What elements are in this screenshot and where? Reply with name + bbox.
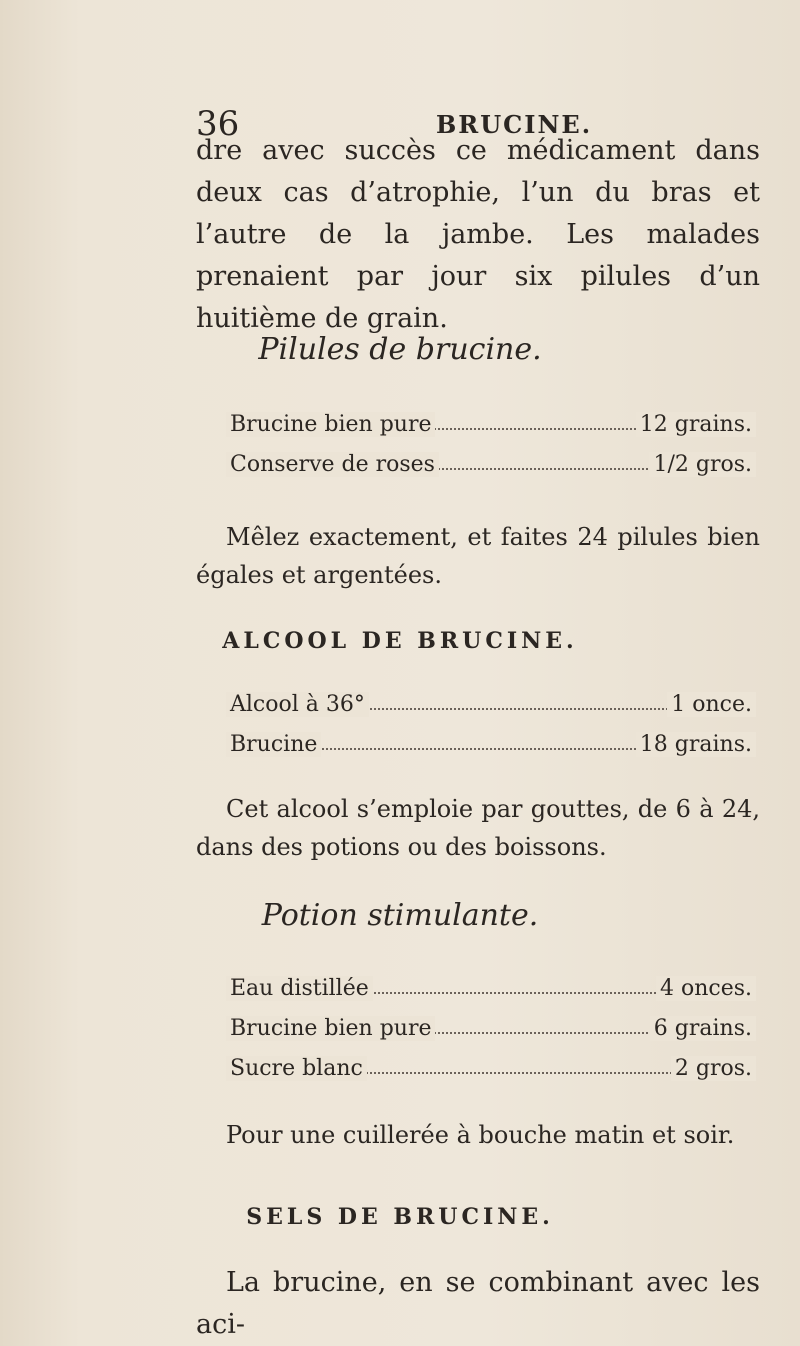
recipe-row	[226, 732, 756, 772]
ingredient: Sucre blanc	[226, 1056, 367, 1081]
running-title: BRUCINE.	[436, 110, 593, 139]
recipe-alcool	[226, 692, 756, 772]
quantity: 1 once.	[667, 692, 756, 717]
ingredient: Conserve de roses	[226, 452, 439, 477]
section-heading-alcool: ALCOOL DE BRUCINE.	[222, 628, 578, 654]
section-title-pilules: Pilules de brucine.	[258, 332, 542, 367]
recipe-row	[226, 692, 756, 732]
recipe-row	[226, 452, 756, 492]
section-title-potion: Potion stimulante.	[261, 898, 539, 933]
quantity: 12 grains.	[636, 412, 756, 437]
recipe-row	[226, 1016, 756, 1056]
recipe-row	[226, 412, 756, 452]
instructions-pilules: Mêlez exactement, et faites 24 pilules bien égales et argentées.	[196, 523, 760, 589]
recipe-pilules	[226, 412, 756, 492]
instructions-alcool: Cet alcool s’emploie par gouttes, de 6 à 24, dans des potions ou des boissons.	[196, 795, 760, 861]
quantity: 2 gros.	[671, 1056, 756, 1081]
sels-paragraph: La brucine, en se combinant avec les aci-	[196, 1267, 760, 1340]
ingredient: Brucine	[226, 732, 321, 757]
quantity: 18 grains.	[636, 732, 756, 757]
page-number: 36	[196, 104, 240, 144]
ingredient: Brucine bien pure	[226, 1016, 435, 1041]
section-heading-sels: SELS DE BRUCINE.	[246, 1204, 554, 1230]
ingredient: Eau distillée	[226, 976, 373, 1001]
recipe-potion	[226, 976, 756, 1096]
intro-paragraph: dre avec succès ce médicament dans deux cas d’atrophie, l’un du bras et l’autre de la jambe. Les malades prenaient par jour six pilules d’un huitième de grain.	[196, 135, 760, 334]
ingredient: Alcool à 36°	[226, 692, 369, 717]
quantity: 6 grains.	[650, 1016, 756, 1041]
recipe-row	[226, 976, 756, 1016]
ingredient: Brucine bien pure	[226, 412, 435, 437]
quantity: 1/2 gros.	[649, 452, 756, 477]
instructions-potion: Pour une cuillerée à bouche matin et soir.	[226, 1121, 735, 1149]
recipe-row	[226, 1056, 756, 1096]
quantity: 4 onces.	[656, 976, 756, 1001]
